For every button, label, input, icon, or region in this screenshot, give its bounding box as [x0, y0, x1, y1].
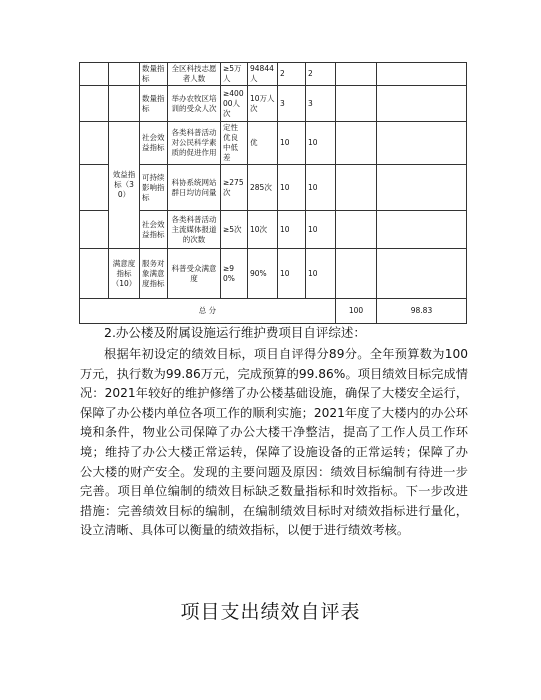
- actual-cell: 285次: [248, 165, 278, 211]
- indicator-cell: 社会效益指标: [140, 122, 168, 165]
- blank-cell: [109, 86, 140, 122]
- blank-cell: [80, 249, 109, 299]
- satisfaction-group-cell: 满意度指标（10）: [109, 249, 140, 299]
- target-cell: ≥40000人次: [221, 86, 248, 122]
- indicator-cell: 数量指标: [140, 63, 168, 86]
- blank-cell: [80, 63, 109, 86]
- blank-cell: [336, 249, 377, 299]
- total-label: 总 分: [80, 299, 336, 324]
- blank-cell: [336, 211, 377, 249]
- target-cell: ≥90%: [221, 249, 248, 299]
- blank-cell: [80, 122, 109, 165]
- blank-cell: [377, 211, 467, 249]
- blank-cell: [377, 122, 467, 165]
- table-row: [80, 63, 467, 86]
- blank-cell: [377, 63, 467, 86]
- total-row: [80, 299, 467, 324]
- score-cell: 2: [306, 63, 336, 86]
- blank-cell: [336, 86, 377, 122]
- target-cell: ≥5次: [221, 211, 248, 249]
- performance-table: [79, 62, 467, 324]
- blank-cell: [336, 122, 377, 165]
- actual-cell: 优: [248, 122, 278, 165]
- total-score: 98.83: [377, 299, 467, 324]
- target-cell: ≥5万人: [221, 63, 248, 86]
- table-row: [80, 86, 467, 122]
- target-cell: ≥275次: [221, 165, 248, 211]
- table-row: [80, 122, 467, 165]
- indicator-cell: 可持续影响指标: [140, 165, 168, 211]
- content-cell: 举办农牧区培训的受众人次: [168, 86, 221, 122]
- actual-cell: 94844人: [248, 63, 278, 86]
- score-cell: 10: [306, 165, 336, 211]
- blank-cell: [80, 86, 109, 122]
- blank-cell: [80, 165, 109, 211]
- content-cell: 科协系统网站群日均访问量: [168, 165, 221, 211]
- blank-cell: [377, 165, 467, 211]
- blank-cell: [377, 249, 467, 299]
- weight-cell: 3: [278, 86, 306, 122]
- weight-cell: 10: [278, 249, 306, 299]
- weight-cell: 10: [278, 211, 306, 249]
- target-cell: 定性优良中低差: [221, 122, 248, 165]
- table-row: [80, 249, 467, 299]
- blank-cell: [80, 211, 109, 249]
- benefit-group-cell: 效益指标（30）: [109, 122, 140, 249]
- section-title: 2.办公楼及附属设施运行维护费项目自评综述：: [104, 325, 366, 340]
- weight-cell: 2: [278, 63, 306, 86]
- score-cell: 3: [306, 86, 336, 122]
- content-cell: 各类科普活动对公民科学素质的促进作用: [168, 122, 221, 165]
- content-cell: 科普受众满意度: [168, 249, 221, 299]
- blank-cell: [377, 86, 467, 122]
- blank-cell: [336, 165, 377, 211]
- weight-cell: 10: [278, 165, 306, 211]
- indicator-cell: 服务对象满意度指标: [140, 249, 168, 299]
- actual-cell: 90%: [248, 249, 278, 299]
- blank-cell: [336, 63, 377, 86]
- section-body: 根据年初设定的绩效目标，项目自评得分89分。全年预算数为100万元，执行数为99.86万元，完成预算的99.86%。项目绩效目标完成情况：2021年较好的维护修缮了办公楼基础设施，确保了大楼安全运行，保障了办公楼内单位各项工作的顺利实施；2021年度了大楼内的办公环境和条件，物业公司保障了办公大楼干净整洁，提高了工作人员工作环境；维持了办公大楼正常运转，保障了设施设备的正常运转；保障了办公大楼的财产安全。发现的主要问题及原因：绩效目标编制有待进一步完善。项目单位编制的绩效目标缺乏数量指标和时效指标。下一步改进措施：完善绩效目标的编制，在编制绩效目标时对绩效指标进行量化，设立清晰、具体可以衡量的绩效指标，以便于进行绩效考核。: [80, 347, 468, 538]
- content-cell: 全区科技志愿者人数: [168, 63, 221, 86]
- content-cell: 各类科普活动主流媒体报道的次数: [168, 211, 221, 249]
- score-cell: 10: [306, 211, 336, 249]
- blank-cell: [109, 63, 140, 86]
- score-cell: 10: [306, 122, 336, 165]
- score-cell: 10: [306, 249, 336, 299]
- actual-cell: 10次: [248, 211, 278, 249]
- document-title: 项目支出绩效自评表: [180, 601, 361, 623]
- total-weight: 100: [336, 299, 377, 324]
- weight-cell: 10: [278, 122, 306, 165]
- indicator-cell: 数量指标: [140, 86, 168, 122]
- indicator-cell: 社会效益指标: [140, 211, 168, 249]
- actual-cell: 10万人次: [248, 86, 278, 122]
